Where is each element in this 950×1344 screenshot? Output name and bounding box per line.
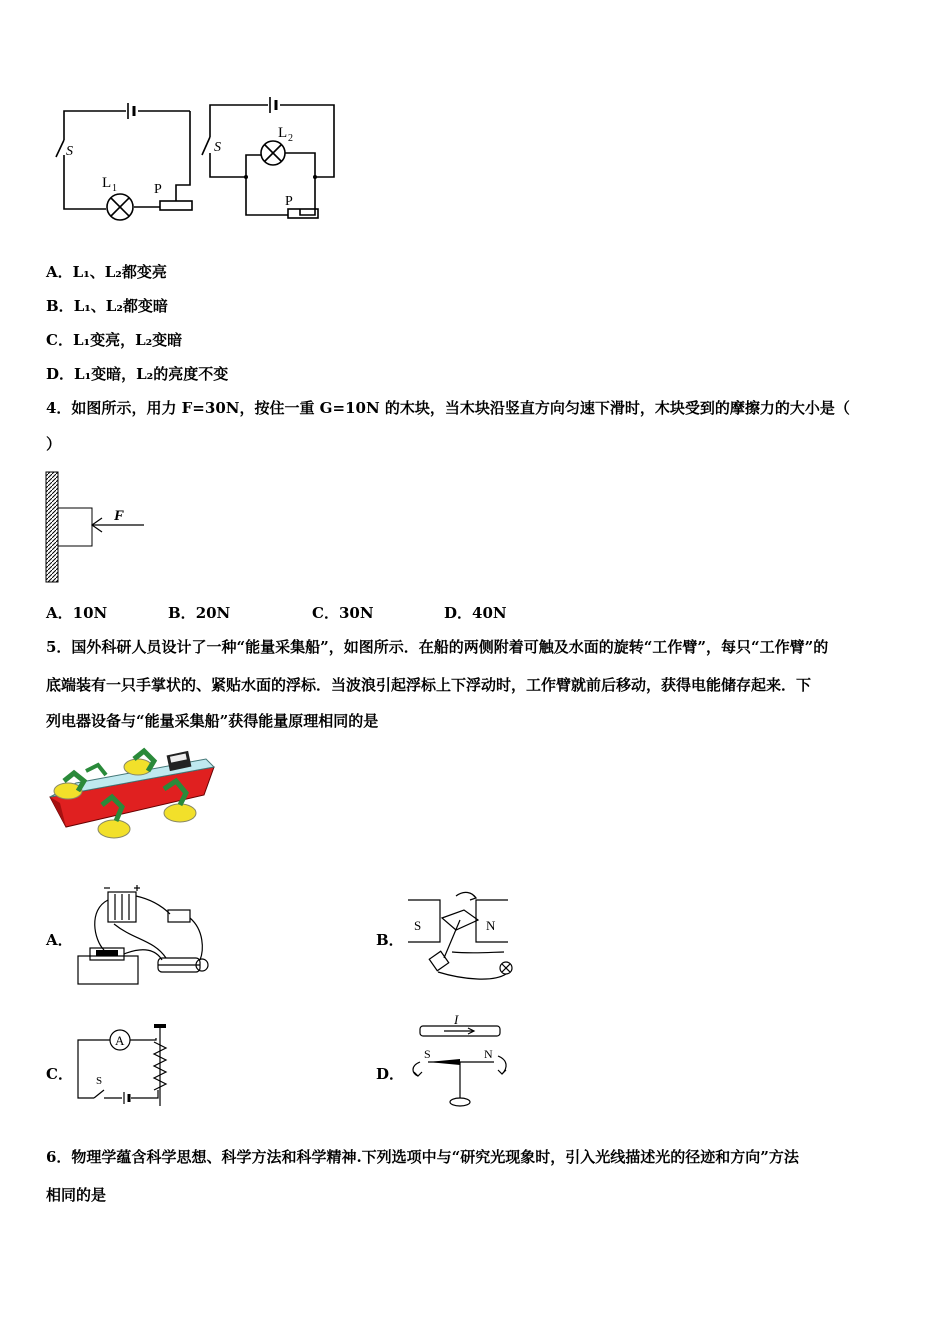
q4-option-c [312,603,374,623]
q4-option-d [444,603,507,623]
q3-option-c [46,330,182,350]
option-text: 10N [72,604,108,622]
q6-stem-line1: 6．物理学蕴含科学思想、科学方法和科学精神.下列选项中与“研究光现象时，引入光线描述光的径迹和方向”方法 [46,1148,799,1166]
q3-option-b [46,296,168,316]
q5-b-s-label: S [414,918,422,933]
option-letter: D． [444,604,473,622]
q5-option-b-letter: B． [376,931,404,949]
q5-d-s-label: S [424,1047,431,1061]
q5-option-d-letter: D． [376,1065,405,1083]
q3-switch-label-right: S [214,140,221,155]
q5-option-c-figure [74,1020,184,1110]
option-letter: A． [46,604,73,622]
q4-option-b [168,603,230,623]
q3-option-d [46,364,228,384]
q3-circuit-figure [48,95,348,225]
q4-option-a [46,603,107,623]
q3-slider-label-right: P [285,194,293,209]
q5-d-n-label: N [484,1047,493,1061]
option-letter: A． [46,263,73,281]
option-letter: B． [168,604,196,622]
q5-stem-line2: 底端装有一只手掌状的、紧贴水面的浮标．当波浪引起浮标上下浮动时，工作臂就前后移动，获得电能储存起来．下 [46,676,812,694]
option-letter: B． [46,297,74,315]
q6-stem-line2: 相同的是 [46,1186,107,1204]
option-letter: C． [312,604,339,622]
option-text: L₁变暗，L₂的亮度不变 [74,365,229,383]
q5-c-ammeter-label: A [115,1033,125,1048]
q4-wall-block-figure [44,470,154,585]
option-text: 40N [472,604,507,622]
q3-switch-label-left: S [66,144,73,159]
q3-lamp2-sub: 2 [288,133,293,144]
option-letter: C． [46,331,73,349]
option-text: L₁、L₂都变暗 [73,297,168,315]
option-text: L₁、L₂都变亮 [72,263,167,281]
q5-b-n-label: N [486,918,496,933]
q3-lamp1-sub: 1 [112,183,117,194]
option-text: 20N [195,604,231,622]
q5-option-c-letter: C． [46,1065,73,1083]
q5-option-a-letter: A． [46,931,73,949]
q5-energy-boat-figure [46,745,218,853]
q4-stem-line1: 4．如图所示，用力 F=30N，按住一重 G=10N 的木块，当木块沿竖直方向匀速下滑时，木块受到的摩擦力的大小是（ [46,399,850,417]
q5-option-b-figure [404,888,514,988]
q3-option-a [46,262,167,282]
q5-d-current-label: I [454,1012,459,1027]
q3-lamp1-label: L [102,175,112,191]
option-text: 30N [338,604,374,622]
q5-stem-line1: 5．国外科研人员设计了一种“能量采集船”，如图所示．在船的两侧附着可触及水面的旋转“工作臂”，每只“工作臂”的 [46,638,829,656]
q4-force-label: F [114,508,125,524]
q3-lamp2-label: L [278,125,288,141]
q3-slider-label-left: P [154,182,162,197]
q5-stem-line3: 列电器设备与“能量采集船”获得能量原理相同的是 [46,712,379,730]
option-letter: D． [46,365,75,383]
q5-c-switch-label: S [96,1075,103,1087]
q4-stem-line2: ） [46,435,62,453]
q5-option-d-figure [404,1012,514,1112]
option-text: L₁变亮，L₂变暗 [72,331,183,349]
q5-option-a-figure [74,880,214,990]
